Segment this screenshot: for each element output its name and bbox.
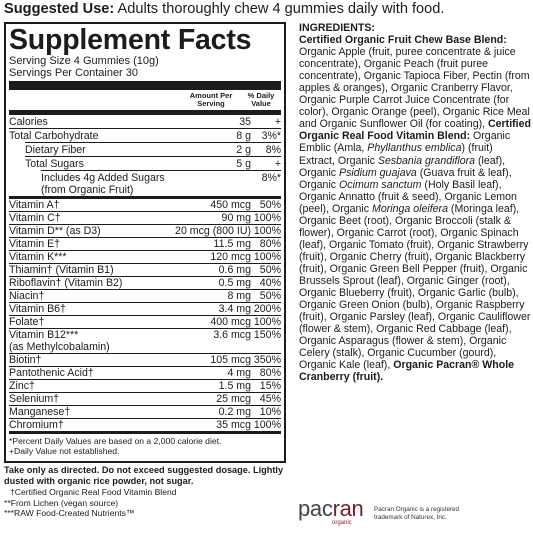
vitamin-amount: 0.2 mg (218, 406, 251, 418)
vitamin-amount: 0.6 mg (218, 264, 251, 276)
nutrient-name: Total Carbohydrate (9, 130, 99, 142)
nutrient-name: Dietary Fiber (25, 144, 86, 156)
vitamin-dv: 80% (259, 367, 281, 379)
vitamin-name: Niacin† (9, 290, 45, 302)
footnote-dv-not-established: +Daily Value not established. (9, 446, 120, 456)
vitamin-amount: 450 mcg (210, 199, 251, 211)
vitamin-dv: 100% (253, 212, 281, 224)
pacran-wordmark: pacran (298, 496, 364, 521)
vitamin-name: Folate† (9, 316, 45, 328)
vitamin-name: Vitamin C† (9, 212, 61, 224)
vitamin-name: Thiamin† (Vitamin B1) (9, 264, 114, 276)
pacran-logo (298, 496, 364, 526)
supplement-facts-panel (4, 22, 286, 463)
ingredients-list: INGREDIENTS: Certified Organic Fruit Chew Base Blend: Organic Apple (fruit, puree concentrate & juice concentrate), Organic Peach (fruit puree concentrate), Organic Tapioca Fiber, Pectin (from apples & oranges), Organic Cranberry Flavor, Organic Purple Carrot Juice Concentrate (for color), Organic Orange (peel), Organic Rice Meal and Organic Sunflower Oil (for coating), Certified Organic Real Food Vitamin Blend: Organic Emblic (Amla, Phyllanthus emblica) (fruit) Extract, Organic Sesbania grandiflora (leaf), Organic Psidium guajava (Guava fruit & leaf), Organic Ocimum sanctum (Holy Basil leaf), Organic Annatto (fruit & seed), Organic Lemon (peel), Organic Moringa oleifera (Moringa leaf), Organic Beet (root), Organic Broccoli (stalk & flower), Organic Carrot (root), Organic Spinach (leaf), Organic Tomato (fruit), Organic Strawberry (fruit), Organic Cherry (fruit), Organic Blackberry (fruit), Organic Green Bell Pepper (fruit), Organic Brussels Sprout (leaf), Organic Ginger (root), Organic Blueberry (fruit), Organic Garlic (bulb), Organic Green Onion (bulb), Organic Raspberry (fruit), Organic Parsley (leaf), Organic Cauliflower (flower & stem), Organic Red Cabbage (leaf), Organic Asparagus (flower & stem), Organic Celery (stalk), Organic Cucumber (gourd), Organic Kale (leaf), Organic Pacran® Whole Cranberry (fruit). (299, 22, 531, 384)
vitamin-amount: 3.6 mcg (213, 329, 251, 341)
vitamin-amount: 25 mcg (216, 393, 251, 405)
vitamin-name: Chromium† (9, 419, 64, 431)
vitamin-name: Vitamin B6† (9, 303, 66, 315)
dosage-warning: Take only as directed. Do not exceed suggested dosage. Lightly dusted with organic rice powder, not sugar. (4, 465, 284, 486)
suggested-use-text: Adults thoroughly chew 4 gummies daily with food. (114, 1, 445, 17)
vitamin-name: Vitamin K*** (9, 251, 67, 263)
vitamin-dv: 100% (253, 316, 281, 328)
vitamin-dv: 15% (259, 380, 281, 392)
vitamin-amount: 1.5 mg (218, 380, 251, 392)
vitamin-row (9, 263, 281, 276)
serving-size: Serving Size 4 Gummies (10g) (9, 55, 159, 67)
vitamin-blend-name: Certified Organic Real Food Vitamin Blend: (299, 118, 531, 143)
vitamin-amount: 8 mg (227, 290, 251, 302)
vitamin-amount: 120 mcg (210, 251, 251, 263)
vitamin-row (9, 237, 281, 250)
nutrient-name: Includes 4g Added Sugars (from Organic Fruit) (41, 172, 165, 196)
vitamin-name: Vitamin D** (as D3) (9, 225, 101, 237)
fruit-chew-blend-name: Certified Organic Fruit Chew Base Blend: (299, 34, 507, 47)
vitamin-dv: 45% (259, 393, 281, 405)
thick-divider (9, 81, 281, 90)
daily-value-column-label: % Daily Value (247, 91, 275, 108)
vitamin-dv: 100% (253, 251, 281, 263)
nutrient-row (9, 115, 281, 128)
vitamin-amount: 105 mcg (210, 354, 251, 366)
pacran-organic-sub: organic (332, 520, 352, 526)
vitamin-name: Manganese† (9, 406, 71, 418)
vitamin-row (9, 250, 281, 263)
vitamin-dv: 350% (253, 354, 281, 366)
vitamin-dv: 10% (259, 406, 281, 418)
footnote-calorie-diet: *Percent Daily Values are based on a 2,000 calorie diet. (9, 436, 222, 446)
vitamin-row (9, 366, 281, 379)
label-notes (4, 465, 290, 519)
nutrient-amount: 5 g (236, 158, 251, 170)
note-vitamin-blend: †Certified Organic Real Food Vitamin Blend (10, 487, 177, 497)
vitamin-row (9, 276, 281, 289)
nutrient-name: Total Sugars (25, 158, 84, 170)
vitamin-amount: 11.5 mg (213, 238, 251, 250)
nutrient-row (25, 156, 281, 170)
nutrient-dv: 8%* (261, 172, 281, 184)
vitamin-row (9, 211, 281, 224)
nutrient-amount: 8 g (236, 130, 251, 142)
vitamin-amount: 400 mcg (210, 316, 251, 328)
vitamin-row (9, 379, 281, 392)
vitamin-dv: 80% (259, 238, 281, 250)
nutrient-name: Calories (9, 116, 48, 128)
vitamin-amount: 35 mcg (216, 419, 251, 431)
vitamin-dv: 100% (253, 225, 281, 237)
vitamin-row (9, 418, 281, 431)
nutrient-amount: 2 g (236, 144, 251, 156)
ingredients-heading: INGREDIENTS: (299, 22, 375, 34)
vitamin-row (9, 315, 281, 328)
vitamin-amount: 4 mg (227, 367, 251, 379)
vitamin-dv: 200% (253, 303, 281, 315)
vitamin-name: Vitamin E† (9, 238, 61, 250)
vitamin-name: Vitamin A† (9, 199, 60, 211)
daily-value-footnote (9, 431, 281, 456)
vitamin-row (9, 392, 281, 405)
nutrient-row (25, 142, 281, 156)
nutrient-dv: + (274, 158, 281, 170)
vitamin-name: Selenium† (9, 393, 60, 405)
amount-column-label: Amount Per Serving (189, 91, 233, 108)
nutrient-amount: 35 (239, 116, 251, 128)
vitamin-row (9, 353, 281, 366)
vitamin-dv: 100% (253, 419, 281, 431)
nutrient-dv: 3%* (261, 130, 281, 142)
suggested-use (4, 1, 530, 18)
nutrient-row (41, 170, 281, 196)
vitamin-amount: 0.5 mg (218, 277, 251, 289)
vitamin-name: Pantothenic Acid† (9, 367, 94, 379)
vitamin-dv: 40% (259, 277, 281, 289)
note-lichen: **From Lichen (vegan source) (4, 497, 119, 508)
vitamin-dv: 50% (259, 290, 281, 302)
vitamin-row (9, 302, 281, 315)
vitamin-name: Riboflavin† (Vitamin B2) (9, 277, 123, 289)
vitamin-amount: 3.4 mg (218, 303, 251, 315)
vitamin-row (9, 289, 281, 302)
trademark-notice: Pacran Organic is a registered trademark of Naturex, Inc. (374, 506, 460, 521)
facts-title: Supplement Facts (9, 24, 252, 56)
nutrient-row (9, 128, 281, 142)
vitamin-amount: 20 mcg (800 IU) (175, 225, 251, 237)
suggested-use-label: Suggested Use: (4, 1, 115, 17)
vitamin-name: Vitamin B12*** (as Methylcobalamin) (9, 329, 110, 353)
pacran-blend: Organic Pacran® Whole Cranberry (fruit). (299, 359, 515, 384)
column-header (9, 90, 281, 110)
nutrient-dv: + (274, 116, 281, 128)
vitamin-row (9, 224, 281, 237)
note-raw-food: ***RAW Food-Created Nutrients™ (4, 508, 135, 518)
vitamin-dv: 50% (259, 264, 281, 276)
vitamin-dv: 150% (253, 329, 281, 341)
fruit-chew-blend-text: Organic Apple (fruit, puree concentrate & juice concentrate), Organic Peach (fruit puree concentrate), Organic Tapioca Fiber, Pectin (from apples & oranges), Organic Cranberry Flavor, Organic Purple Carrot Juice Concentrate (for color), Organic Orange (peel), Organic Rice Meal and Organic Sunflower Oil (for coating), (299, 46, 530, 131)
servings-per-container: Servings Per Container 30 (9, 67, 139, 79)
vitamin-amount: 90 mg (221, 212, 251, 224)
vitamin-name: Zinc† (9, 380, 35, 392)
vitamin-row (9, 328, 281, 353)
vitamin-dv: 50% (259, 199, 281, 211)
nutrient-dv: 8% (265, 144, 281, 156)
vitamin-name: Biotin† (9, 354, 42, 366)
vitamin-row (9, 196, 281, 211)
vitamin-row (9, 405, 281, 418)
